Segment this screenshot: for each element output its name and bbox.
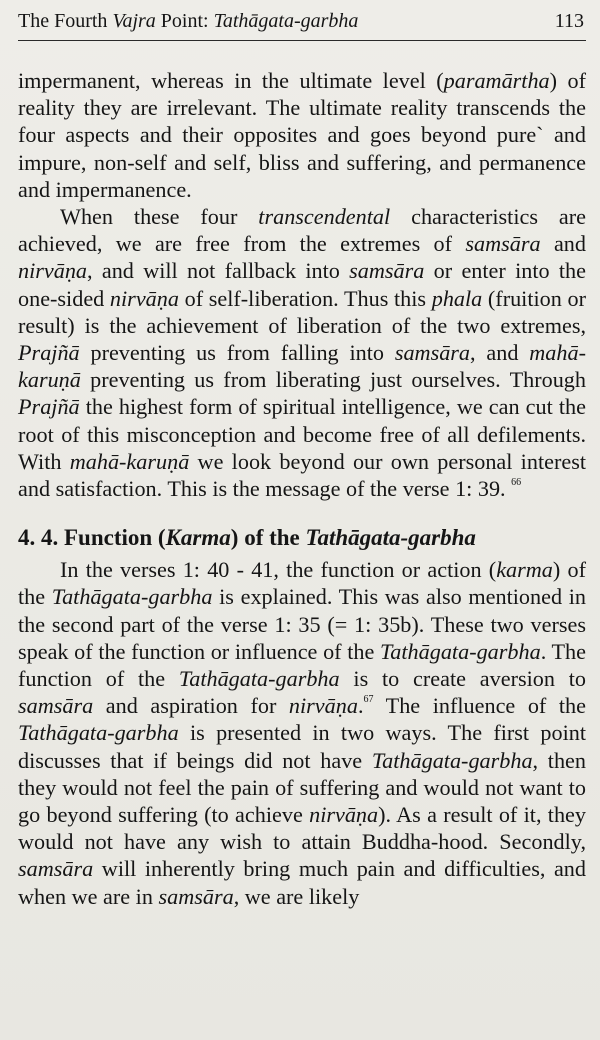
paragraph-function: In the verses 1: 40 - 41, the function or action (karma) of the Tathāgata-garbha is explained. This was also mentioned in the second part of the verse 1: 35 (= 1: 35b). These two verses speak of the function or influence of the Tathāgata-garbha. The function of the Tathāgata-garbha is to create aversion to samsāra and aspiration for nirvāṇa.$^{67}$ The influence of the Tathāgata-garbha is presented in two ways. The first point discusses that if beings did not have Tathāgata-garbha, then they would not feel the pain of suffering and would not want to go beyond suffering (to achieve nirvāṇa). As a result of it, they would not have any wish to attain Buddha-hood. Secondly, samsāra will inherently bring much pain and difficulties, and when we are in samsāra, we are likely <box>18 557 587 909</box>
body-text <box>18 67 586 910</box>
footnote-ref-66[interactable]: 66 <box>511 476 522 488</box>
page-number: 113 <box>554 10 584 32</box>
running-header <box>18 6 586 41</box>
running-header-title: The Fourth Vajra Point: Tathāgata-garbha <box>18 10 359 32</box>
paragraph-continuation: impermanent, whereas in the ultimate level (paramārtha) of reality they are irrelevant. The ultimate reality transcends the four aspects and their opposites and goes beyond pure` and impure, non-self and self, bliss and suffering, and permanence and impermanence. <box>18 68 586 202</box>
footnote-ref-67[interactable]: 67 <box>363 693 374 705</box>
section-heading: 4. 4. Function (Karma) of the Tathāgata-garbha <box>18 525 476 551</box>
paragraph-transcendental: When these four transcendental characteristics are achieved, we are free from the extremes of samsāra and nirvāṇa, and will not fallback into samsāra or enter into the one-sided nirvāṇa of self-liberation. Thus this phala (fruition or result) is the achievement of liberation of the two extremes, Prajñā preventing us from falling into samsāra, and mahā-karuṇā preventing us from liberating just ourselves. Through Prajñā the highest form of spiritual intelligence, we can cut the root of this misconception and become free of all defilements. With mahā-karuṇā we look beyond our own personal interest and satisfaction. This is the message of the verse 1: 39. $^{66}$ <box>18 204 586 502</box>
